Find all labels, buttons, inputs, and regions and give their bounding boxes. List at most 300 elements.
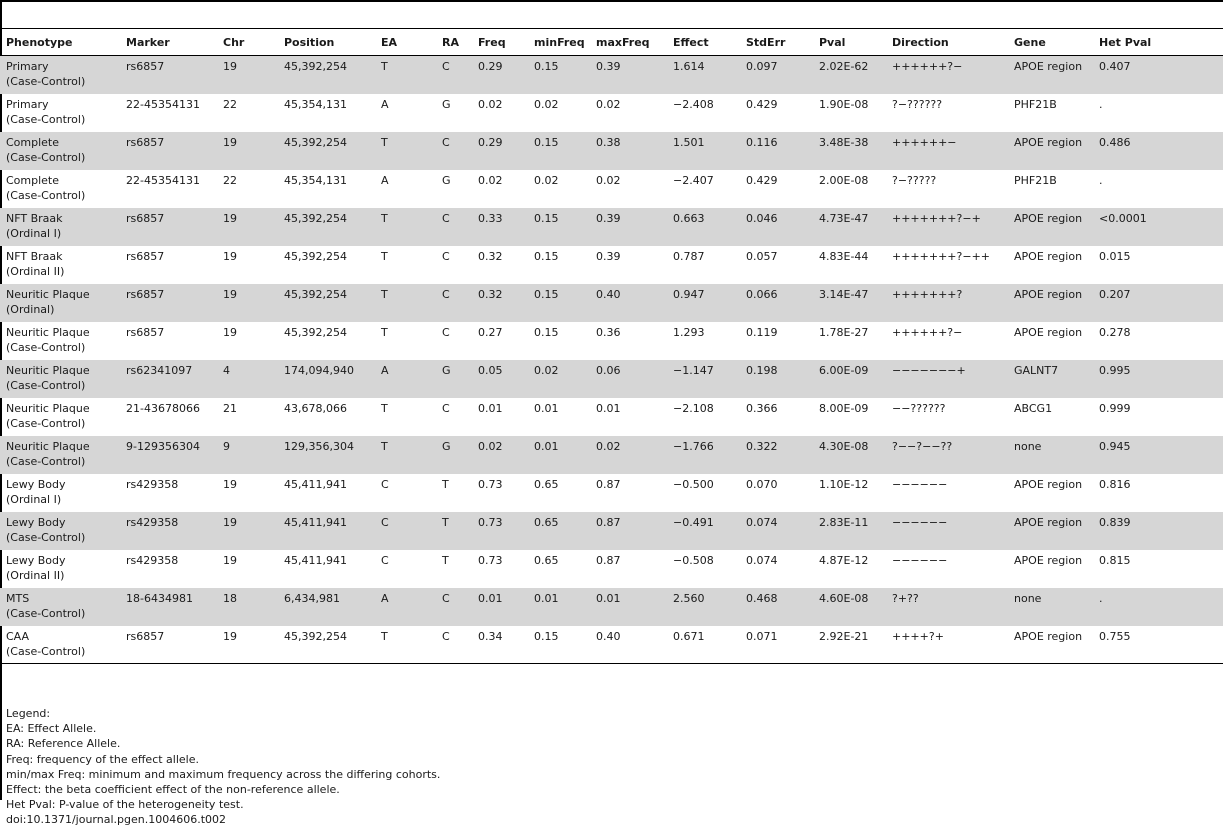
cell-maxfreq: 0.40 — [596, 629, 621, 643]
cell-stderr: 0.116 — [746, 135, 778, 149]
cell-hetpval: . — [1099, 97, 1103, 111]
cell-direction: +++++++?−+ — [892, 211, 981, 225]
cell-maxfreq: 0.02 — [596, 439, 621, 453]
legend-line: EA: Effect Allele. — [6, 722, 97, 736]
column-header: Phenotype — [6, 35, 73, 49]
table-row — [0, 56, 1223, 94]
cell-ra: C — [442, 249, 450, 263]
cell-stderr: 0.057 — [746, 249, 778, 263]
cell-position: 45,392,254 — [284, 60, 347, 73]
cell-direction: −−?????? — [892, 401, 946, 415]
cell-hetpval: 0.015 — [1099, 249, 1131, 263]
phenotype-model: (Ordinal I) — [6, 226, 62, 240]
phenotype-model: (Case-Control) — [6, 416, 86, 430]
cell-maxfreq: 0.87 — [596, 515, 621, 529]
cell-maxfreq: 0.06 — [596, 363, 621, 377]
cell-stderr: 0.066 — [746, 287, 778, 301]
cell-gene: APOE region — [1014, 135, 1083, 149]
phenotype-model: (Case-Control) — [6, 150, 86, 164]
cell-ea: T — [381, 135, 388, 149]
cell-pval: 3.48E-38 — [819, 135, 869, 149]
cell-stderr: 0.074 — [746, 515, 778, 529]
cell-ra: C — [442, 211, 450, 225]
cell-freq: 0.02 — [478, 173, 503, 187]
phenotype-name: MTS — [6, 591, 30, 605]
column-header: Effect — [673, 35, 709, 49]
cell-ea: T — [381, 629, 388, 643]
cell-stderr: 0.071 — [746, 629, 778, 643]
cell-direction: +++++++?−++ — [892, 249, 991, 263]
phenotype-name: Primary — [6, 97, 49, 111]
table-row — [0, 436, 1223, 474]
cell-maxfreq: 0.39 — [596, 211, 621, 225]
cell-pval: 1.78E-27 — [819, 325, 869, 339]
phenotype-name: Neuritic Plaque — [6, 325, 90, 339]
cell-hetpval: . — [1099, 591, 1103, 605]
cell-gene: APOE region — [1014, 325, 1083, 339]
cell-effect: −2.407 — [673, 173, 714, 187]
cell-minfreq: 0.15 — [534, 211, 559, 225]
cell-maxfreq: 0.02 — [596, 97, 621, 111]
cell-marker: 22-45354131 — [126, 97, 200, 111]
legend-line: Freq: frequency of the effect allele. — [6, 752, 199, 766]
cell-maxfreq: 0.87 — [596, 477, 621, 491]
cell-chr: 19 — [223, 515, 237, 529]
cell-position: 45,411,941 — [284, 477, 347, 491]
cell-freq: 0.32 — [478, 249, 503, 263]
cell-direction: ?+?? — [892, 591, 919, 605]
cell-freq: 0.34 — [478, 629, 503, 643]
phenotype-model: (Case-Control) — [6, 378, 86, 392]
cell-marker: rs6857 — [126, 211, 165, 225]
cell-effect: −0.500 — [673, 477, 714, 491]
top-rule — [0, 0, 1223, 2]
table-row — [0, 322, 1223, 360]
cell-minfreq: 0.01 — [534, 439, 559, 453]
cell-hetpval: <0.0001 — [1099, 211, 1147, 225]
cell-marker: rs6857 — [126, 60, 165, 73]
cell-ra: G — [442, 97, 451, 111]
phenotype-model: (Case-Control) — [6, 340, 86, 354]
phenotype-model: (Ordinal II) — [6, 264, 65, 278]
cell-direction: −−−−−−−+ — [892, 363, 966, 377]
column-header: Freq — [478, 35, 506, 49]
cell-pval: 4.73E-47 — [819, 211, 869, 225]
cell-phenotype — [0, 94, 120, 132]
cell-effect: −1.147 — [673, 363, 714, 377]
cell-minfreq: 0.15 — [534, 325, 559, 339]
cell-effect: 0.663 — [673, 211, 705, 225]
cell-direction: ++++++?− — [892, 60, 963, 73]
cell-direction: ++++?+ — [892, 629, 944, 643]
cell-ea: A — [381, 97, 389, 111]
cell-gene: APOE region — [1014, 553, 1083, 567]
cell-stderr: 0.429 — [746, 97, 778, 111]
cell-effect: 2.560 — [673, 591, 705, 605]
cell-effect: −1.766 — [673, 439, 714, 453]
cell-hetpval: 0.945 — [1099, 439, 1131, 453]
cell-effect: 1.614 — [673, 60, 705, 73]
cell-phenotype — [0, 132, 120, 170]
cell-minfreq: 0.65 — [534, 553, 559, 567]
cell-freq: 0.01 — [478, 591, 503, 605]
cell-hetpval: 0.278 — [1099, 325, 1131, 339]
phenotype-name: Neuritic Plaque — [6, 439, 90, 453]
cell-chr: 19 — [223, 287, 237, 301]
cell-marker: rs429358 — [126, 515, 179, 529]
table-legend — [6, 706, 440, 828]
cell-minfreq: 0.15 — [534, 135, 559, 149]
cell-position: 45,392,254 — [284, 211, 347, 225]
cell-stderr: 0.097 — [746, 60, 778, 73]
cell-position: 174,094,940 — [284, 363, 354, 377]
cell-stderr: 0.429 — [746, 173, 778, 187]
cell-freq: 0.32 — [478, 287, 503, 301]
legend-line: Het Pval: P-value of the heterogeneity test. — [6, 798, 244, 812]
cell-marker: 22-45354131 — [126, 173, 200, 187]
cell-pval: 2.83E-11 — [819, 515, 869, 529]
cell-chr: 22 — [223, 97, 237, 111]
cell-hetpval: 0.995 — [1099, 363, 1131, 377]
phenotype-name: Primary — [6, 60, 49, 73]
phenotype-model: (Ordinal I) — [6, 492, 62, 506]
cell-freq: 0.73 — [478, 515, 503, 529]
column-header: Gene — [1014, 35, 1046, 49]
cell-direction: +++++++? — [892, 287, 963, 301]
cell-pval: 4.87E-12 — [819, 553, 869, 567]
column-header: Chr — [223, 35, 245, 49]
cell-phenotype — [0, 398, 120, 436]
column-header: Het Pval — [1099, 35, 1152, 49]
cell-pval: 3.14E-47 — [819, 287, 869, 301]
cell-effect: 0.671 — [673, 629, 705, 643]
table-row — [0, 398, 1223, 436]
cell-maxfreq: 0.87 — [596, 553, 621, 567]
cell-chr: 21 — [223, 401, 237, 415]
cell-position: 45,392,254 — [284, 249, 347, 263]
cell-direction: −−−−−− — [892, 515, 948, 529]
cell-freq: 0.73 — [478, 553, 503, 567]
cell-ea: T — [381, 211, 388, 225]
cell-chr: 19 — [223, 135, 237, 149]
cell-gene: PHF21B — [1014, 97, 1057, 111]
cell-hetpval: 0.815 — [1099, 553, 1131, 567]
legend-line: Effect: the beta coefficient effect of the non-reference allele. — [6, 783, 340, 797]
cell-ea: T — [381, 287, 388, 301]
cell-marker: 9-129356304 — [126, 439, 200, 453]
cell-ea: C — [381, 553, 389, 567]
cell-chr: 22 — [223, 173, 237, 187]
column-header: Pval — [819, 35, 846, 49]
cell-minfreq: 0.15 — [534, 287, 559, 301]
cell-stderr: 0.322 — [746, 439, 778, 453]
column-header: minFreq — [534, 35, 585, 49]
table-row — [0, 170, 1223, 208]
cell-ea: T — [381, 325, 388, 339]
cell-effect: 1.293 — [673, 325, 705, 339]
header-row — [0, 29, 1223, 56]
table-row — [0, 550, 1223, 588]
cell-marker: rs6857 — [126, 325, 165, 339]
cell-ra: C — [442, 60, 450, 73]
table-row — [0, 512, 1223, 550]
cell-ra: C — [442, 591, 450, 605]
cell-freq: 0.73 — [478, 477, 503, 491]
cell-minfreq: 0.65 — [534, 477, 559, 491]
column-header: Direction — [892, 35, 949, 49]
cell-position: 45,354,131 — [284, 173, 347, 187]
cell-pval: 2.02E-62 — [819, 60, 869, 73]
cell-marker: rs429358 — [126, 477, 179, 491]
phenotype-name: CAA — [6, 629, 30, 643]
cell-hetpval: 0.207 — [1099, 287, 1131, 301]
cell-ea: A — [381, 173, 389, 187]
cell-gene: APOE region — [1014, 60, 1083, 73]
cell-hetpval: 0.999 — [1099, 401, 1131, 415]
column-header: StdErr — [746, 35, 786, 49]
cell-maxfreq: 0.39 — [596, 60, 621, 73]
phenotype-model: (Case-Control) — [6, 454, 86, 468]
cell-phenotype — [0, 246, 120, 284]
cell-pval: 4.30E-08 — [819, 439, 869, 453]
cell-chr: 18 — [223, 591, 237, 605]
cell-ea: T — [381, 401, 388, 415]
cell-minfreq: 0.02 — [534, 173, 559, 187]
table-row — [0, 588, 1223, 626]
column-header: Marker — [126, 35, 170, 49]
cell-gene: APOE region — [1014, 477, 1083, 491]
cell-marker: 18-6434981 — [126, 591, 193, 605]
cell-stderr: 0.468 — [746, 591, 778, 605]
cell-chr: 19 — [223, 249, 237, 263]
cell-pval: 4.83E-44 — [819, 249, 869, 263]
cell-direction: ?−?????? — [892, 97, 943, 111]
cell-freq: 0.02 — [478, 439, 503, 453]
cell-hetpval: 0.755 — [1099, 629, 1131, 643]
cell-chr: 19 — [223, 629, 237, 643]
phenotype-model: (Case-Control) — [6, 530, 86, 544]
cell-phenotype — [0, 436, 120, 474]
cell-chr: 19 — [223, 553, 237, 567]
column-header: Position — [284, 35, 335, 49]
cell-ra: C — [442, 401, 450, 415]
cell-freq: 0.29 — [478, 60, 503, 73]
cell-ra: C — [442, 287, 450, 301]
cell-chr: 19 — [223, 60, 237, 73]
cell-freq: 0.01 — [478, 401, 503, 415]
cell-gene: APOE region — [1014, 249, 1083, 263]
cell-minfreq: 0.02 — [534, 363, 559, 377]
cell-stderr: 0.119 — [746, 325, 778, 339]
cell-stderr: 0.046 — [746, 211, 778, 225]
cell-gene: APOE region — [1014, 287, 1083, 301]
phenotype-name: Lewy Body — [6, 515, 66, 529]
cell-ra: T — [442, 515, 449, 529]
cell-pval: 1.90E-08 — [819, 97, 869, 111]
cell-phenotype — [0, 284, 120, 322]
cell-maxfreq: 0.38 — [596, 135, 621, 149]
cell-maxfreq: 0.02 — [596, 173, 621, 187]
phenotype-model: (Ordinal II) — [6, 568, 65, 582]
cell-gene: APOE region — [1014, 629, 1083, 643]
cell-ea: A — [381, 591, 389, 605]
cell-phenotype — [0, 626, 120, 664]
cell-hetpval: 0.486 — [1099, 135, 1131, 149]
cell-ea: A — [381, 363, 389, 377]
cell-maxfreq: 0.01 — [596, 401, 621, 415]
cell-position: 45,354,131 — [284, 97, 347, 111]
cell-phenotype — [0, 588, 120, 626]
cell-maxfreq: 0.40 — [596, 287, 621, 301]
cell-pval: 2.00E-08 — [819, 173, 869, 187]
cell-phenotype — [0, 512, 120, 550]
cell-pval: 6.00E-09 — [819, 363, 869, 377]
table-row — [0, 208, 1223, 246]
cell-marker: rs6857 — [126, 287, 165, 301]
cell-ra: G — [442, 173, 451, 187]
cell-stderr: 0.074 — [746, 553, 778, 567]
phenotype-model: (Case-Control) — [6, 606, 86, 620]
cell-position: 45,411,941 — [284, 515, 347, 529]
cell-direction: ++++++?− — [892, 325, 963, 339]
cell-effect: 0.787 — [673, 249, 705, 263]
doi-line: doi:10.1371/journal.pgen.1004606.t002 — [6, 813, 227, 827]
cell-direction: ++++++− — [892, 135, 957, 149]
phenotype-model: (Case-Control) — [6, 75, 86, 88]
cell-effect: −2.108 — [673, 401, 714, 415]
column-header: RA — [442, 35, 459, 49]
cell-freq: 0.27 — [478, 325, 503, 339]
cell-direction: −−−−−− — [892, 553, 948, 567]
cell-position: 45,392,254 — [284, 629, 347, 643]
cell-phenotype — [0, 322, 120, 360]
cell-position: 45,392,254 — [284, 135, 347, 149]
cell-hetpval: 0.407 — [1099, 60, 1131, 73]
cell-minfreq: 0.65 — [534, 515, 559, 529]
phenotype-model: (Case-Control) — [6, 644, 86, 658]
phenotype-name: Neuritic Plaque — [6, 401, 90, 415]
cell-position: 45,411,941 — [284, 553, 347, 567]
cell-ra: C — [442, 629, 450, 643]
phenotype-name: Neuritic Plaque — [6, 363, 90, 377]
cell-marker: rs429358 — [126, 553, 179, 567]
table-row — [0, 246, 1223, 284]
cell-minfreq: 0.02 — [534, 97, 559, 111]
cell-gene: APOE region — [1014, 515, 1083, 529]
table-row — [0, 132, 1223, 170]
table-row — [0, 626, 1223, 664]
cell-gene: none — [1014, 591, 1042, 605]
cell-chr: 4 — [223, 363, 230, 377]
cell-pval: 4.60E-08 — [819, 591, 869, 605]
cell-pval: 1.10E-12 — [819, 477, 869, 491]
cell-direction: −−−−−− — [892, 477, 948, 491]
table-row — [0, 360, 1223, 398]
table-header — [0, 29, 1223, 56]
cell-effect: 0.947 — [673, 287, 705, 301]
cell-position: 43,678,066 — [284, 401, 347, 415]
cell-freq: 0.02 — [478, 97, 503, 111]
table-row — [0, 94, 1223, 132]
cell-pval: 2.92E-21 — [819, 629, 869, 643]
cell-ra: C — [442, 135, 450, 149]
phenotype-model: (Ordinal) — [6, 302, 55, 316]
phenotype-name: NFT Braak — [6, 211, 63, 225]
cell-chr: 19 — [223, 477, 237, 491]
cell-phenotype — [0, 474, 120, 512]
cell-freq: 0.29 — [478, 135, 503, 149]
cell-chr: 19 — [223, 325, 237, 339]
cell-ea: T — [381, 439, 388, 453]
cell-pval: 8.00E-09 — [819, 401, 869, 415]
phenotype-model: (Case-Control) — [6, 112, 86, 126]
legend-line: RA: Reference Allele. — [6, 737, 121, 751]
cell-marker: rs6857 — [126, 135, 165, 149]
cell-gene: APOE region — [1014, 211, 1083, 225]
cell-effect: −0.508 — [673, 553, 714, 567]
cell-position: 45,392,254 — [284, 325, 347, 339]
cell-ra: C — [442, 325, 450, 339]
cell-position: 45,392,254 — [284, 287, 347, 301]
cell-maxfreq: 0.01 — [596, 591, 621, 605]
cell-ea: T — [381, 249, 388, 263]
cell-hetpval: . — [1099, 173, 1103, 187]
cell-ea: C — [381, 515, 389, 529]
cell-gene: GALNT7 — [1014, 363, 1059, 377]
cell-maxfreq: 0.39 — [596, 249, 621, 263]
cell-marker: rs62341097 — [126, 363, 193, 377]
cell-direction: ?−????? — [892, 173, 937, 187]
cell-phenotype — [0, 550, 120, 588]
cell-marker: 21-43678066 — [126, 401, 200, 415]
cell-minfreq: 0.15 — [534, 629, 559, 643]
phenotype-name: NFT Braak — [6, 249, 63, 263]
cell-direction: ?−−?−−?? — [892, 439, 953, 453]
cell-gene: ABCG1 — [1014, 401, 1053, 415]
cell-position: 129,356,304 — [284, 439, 354, 453]
cell-minfreq: 0.01 — [534, 401, 559, 415]
cell-phenotype — [0, 208, 120, 246]
column-header: EA — [381, 35, 398, 49]
cell-hetpval: 0.839 — [1099, 515, 1131, 529]
cell-hetpval: 0.816 — [1099, 477, 1131, 491]
cell-minfreq: 0.15 — [534, 249, 559, 263]
cell-chr: 19 — [223, 211, 237, 225]
cell-freq: 0.33 — [478, 211, 503, 225]
phenotype-model: (Case-Control) — [6, 188, 86, 202]
table-body — [0, 56, 1223, 664]
cell-ea: C — [381, 477, 389, 491]
cell-stderr: 0.198 — [746, 363, 778, 377]
cell-minfreq: 0.15 — [534, 60, 559, 73]
phenotype-name: Neuritic Plaque — [6, 287, 90, 301]
cell-effect: −2.408 — [673, 97, 714, 111]
cell-position: 6,434,981 — [284, 591, 340, 605]
phenotype-name: Lewy Body — [6, 553, 66, 567]
cell-ra: T — [442, 477, 449, 491]
phenotype-name: Complete — [6, 173, 60, 187]
results-table — [0, 28, 1223, 664]
cell-ra: G — [442, 439, 451, 453]
cell-phenotype — [0, 170, 120, 208]
cell-ea: T — [381, 60, 388, 73]
legend-line: Legend: — [6, 707, 51, 720]
table-row — [0, 284, 1223, 322]
cell-maxfreq: 0.36 — [596, 325, 621, 339]
cell-marker: rs6857 — [126, 249, 165, 263]
cell-stderr: 0.366 — [746, 401, 778, 415]
cell-gene: PHF21B — [1014, 173, 1057, 187]
